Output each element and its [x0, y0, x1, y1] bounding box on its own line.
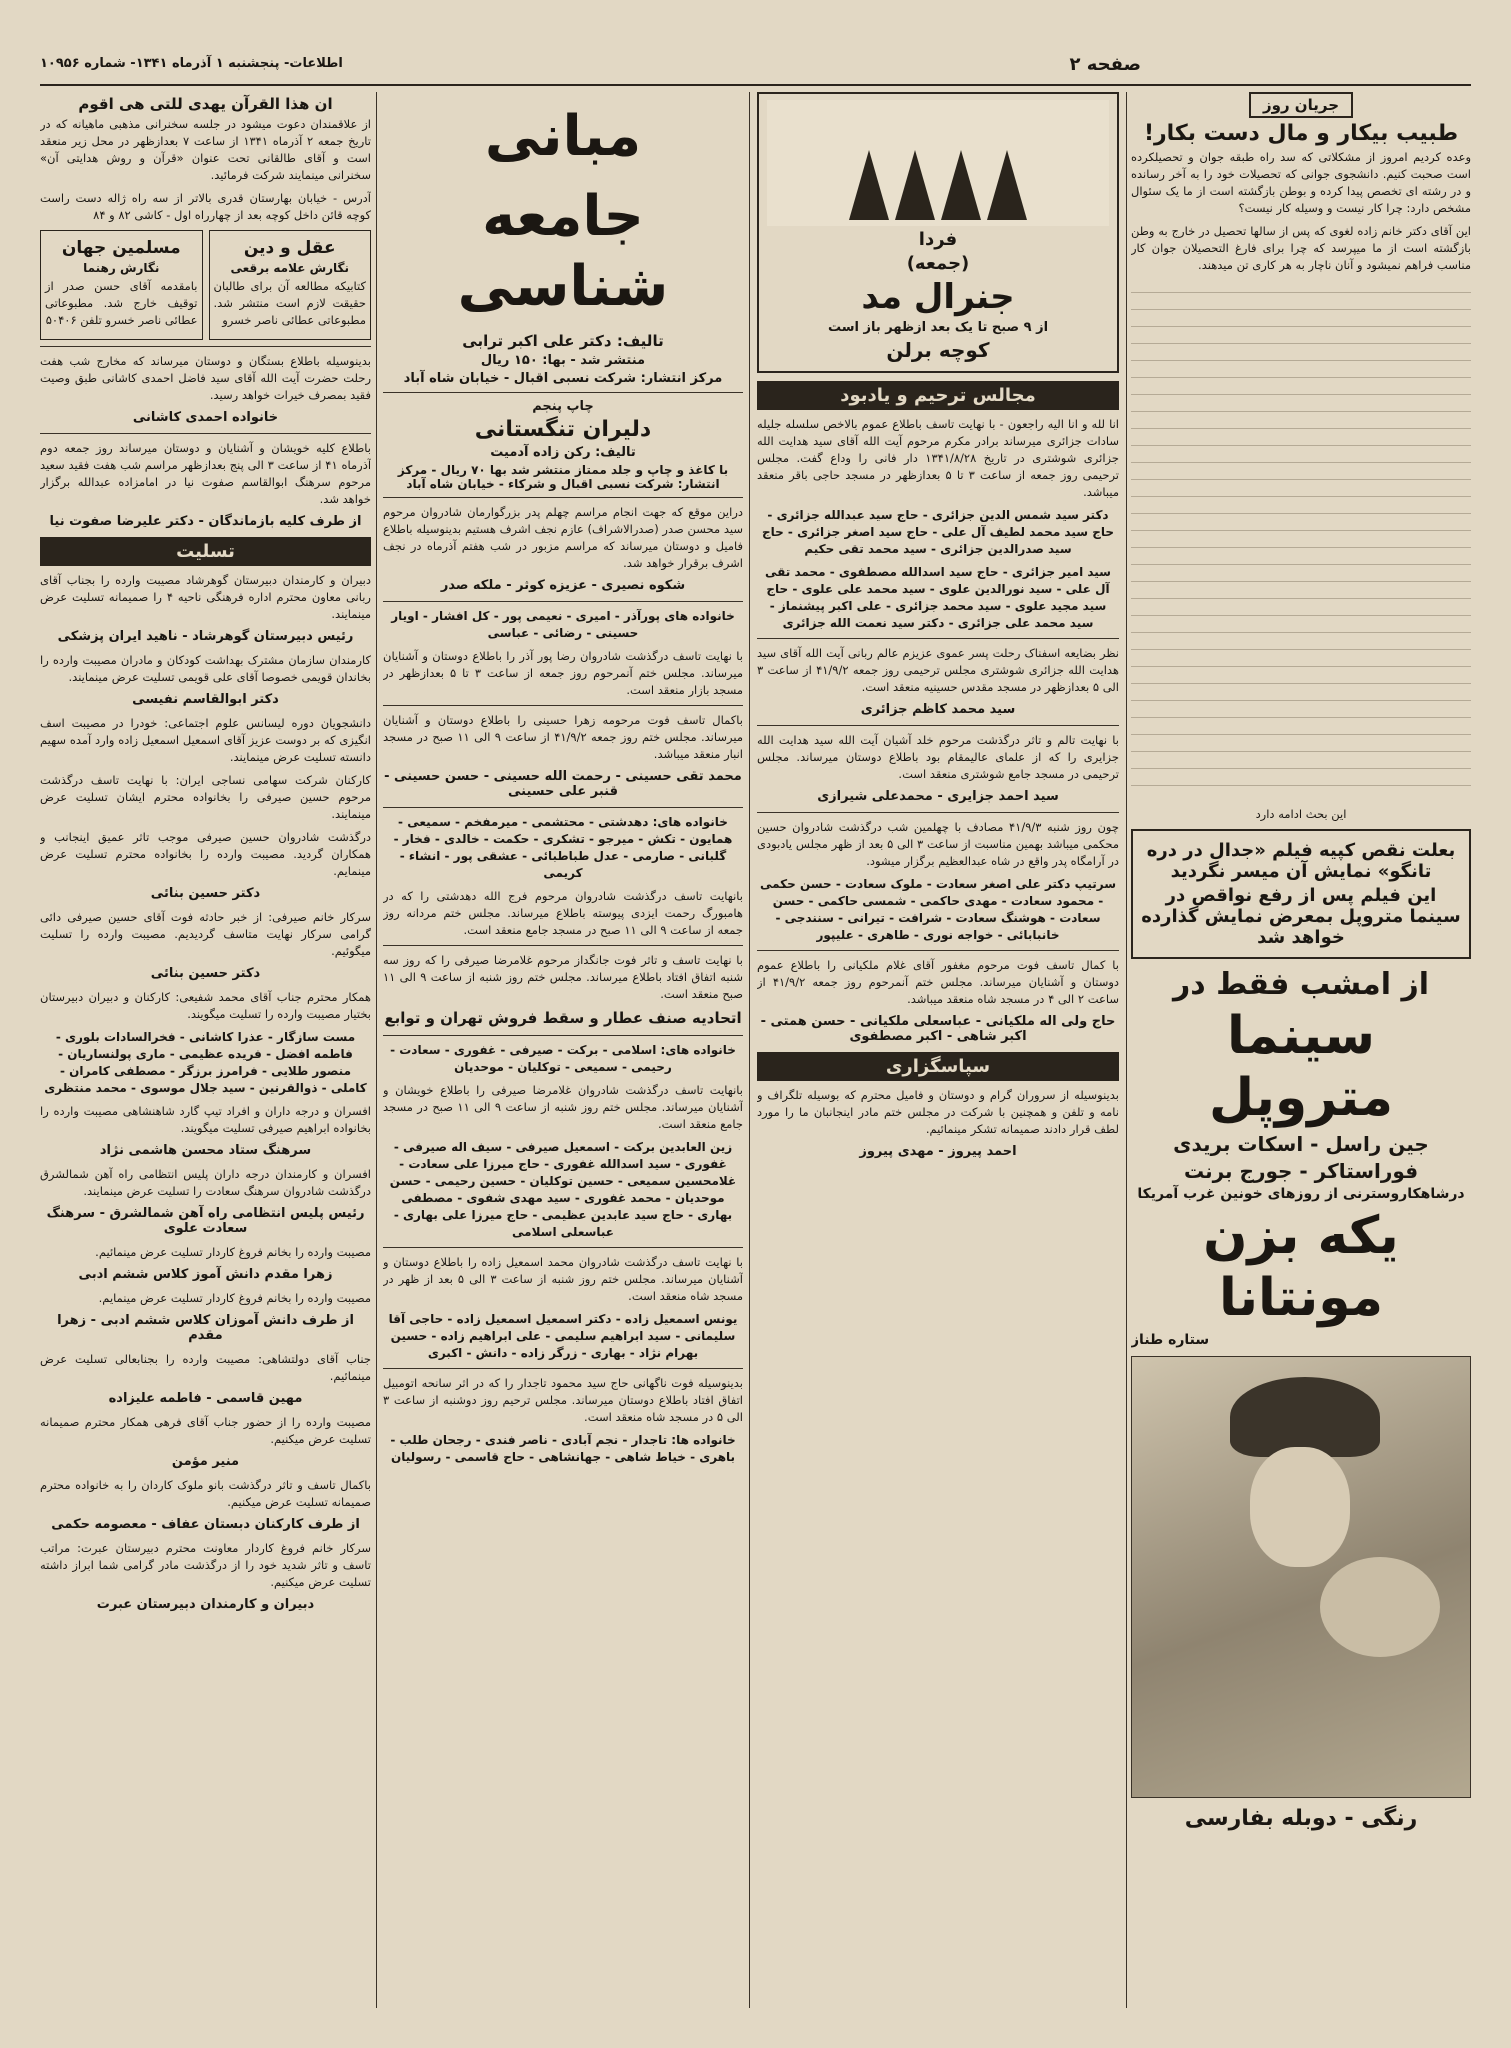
notice-families: خانواده های: دهدشتی - محتشمی - میرمفخم - سمیعی - همایون - تکش - میرجو - تشکری - حکمت - خالدی - فخار - گلبانی - صارمی - عدل طباطبائی - عشقی پور - انشاء - کریمی: [393, 815, 733, 880]
notice-text: سرکار خانم صیرفی: از خبر حادثه فوت آقای حسین صیرفی دائی گرامی سرکار نهایت متاسف گردیدیم. مصیبت وارده را تسلیت میگوئیم.: [40, 910, 371, 958]
thanks-title-bar: سپاسگزاری: [757, 1052, 1119, 1081]
notice-signature: شکوه نصیری - عزیزه کوثر - ملکه صدر: [440, 578, 686, 593]
book-info: با کاغذ و چاپ و جلد ممتاز منتشر شد بها ۷۰ ریال - مرکز انتشار: شرکت نسبی اقبال و شرکاء - خیابان شاه آباد: [397, 463, 729, 491]
book-author: نگارش علامه برقعی: [230, 261, 350, 275]
notice-names: دکتر سید شمس الدین جزائری - حاج سید عبدالله جزائری - حاج سید محمد لطیف آل علی - حاج سید اصغر جزائری - حاج سید صدرالدین جزائری - سید محمد تقی حکیم: [761, 508, 1115, 556]
lecture-address: آدرس - خیابان بهارستان قدری بالاتر از سه راه ژاله دست راست کوچه قائن داخل کوچه بعد از چهارراه اول - کاشی ۸۲ و ۸۴: [40, 191, 371, 222]
notice-families: خانواده های پورآذر - امیری - نعیمی پور - کل افشار - اویار حسینی - رضائی - عباسی: [391, 609, 735, 640]
notice-text: با نهایت تاسف و تاثر فوت جانگداز مرحوم غلامرضا صیرفی را که روز سه شنبه اتفاق افتاد باطلاع میرساند. مجلس ختم روز شنبه از ساعت ۹ الی ۱۱ صبح منعقد است.: [383, 953, 743, 1001]
notice-names: سید امیر جزائری - حاج سید اسدالله مصطفوی - محمد تقی آل علی - سید نورالدین علوی - سید محمد علی علوی - حاج سید مجید علوی - سید محمد جزائری - علی اکبر پیشنماز - سید محمد علی جزائری - دکتر سید نعمت الله جزائری: [765, 565, 1111, 630]
hat-shape: [1230, 1377, 1380, 1457]
notice-signature: محمد تقی حسینی - رحمت الله حسینی - حسن حسینی - قنبر علی حسینی: [384, 769, 742, 799]
notice-text: کارمندان سازمان مشترک بهداشت کودکان و مادران مصیبت وارده را بخاندان قویمی خصوصا آقای علی قویمی تسلیت عرض مینمایند.: [40, 653, 371, 684]
divider: [383, 392, 743, 393]
divider: [383, 601, 743, 602]
divider: [757, 812, 1119, 813]
notice-text: با نهایت تالم و تاثر درگذشت مرحوم خلد آشیان آیت الله سید هدایت الله جزایری را که از علمای عالیمقام بود باطلاع دوستان میرساند. مجلس ترحیمی در مسجد جامع شوشتری منعقد است.: [757, 733, 1119, 781]
notice-signature: دبیران و کارمندان دبیرستان عبرت: [96, 1597, 315, 1612]
store-street: کوچه برلن: [886, 338, 990, 362]
divider: [40, 346, 371, 347]
cowboy-photo: [1131, 1356, 1471, 1798]
store-logo-icon: [767, 100, 1109, 226]
book-author: نگارش رهنما: [83, 261, 160, 275]
column-divider: [1126, 92, 1127, 2008]
notice-text: کارکنان شرکت سهامی نساجی ایران: با نهایت تاسف درگذشت مرحوم حسین صیرفی را بخانواده محترم ایشان تسلیت عرض مینمایند.: [40, 773, 371, 821]
ad-day: فردا: [918, 229, 958, 250]
edition-line: اطلاعات- پنجشنبه ۱ آذرماه ۱۳۴۱- شماره ۱۰۹۵۶: [40, 56, 343, 71]
column-divider: [749, 92, 750, 2008]
divider: [383, 1035, 743, 1036]
notice-text: دبیران و کارمندان دبیرستان گوهرشاد مصیبت وارده را بجناب آقای ربانی معاون محترم اداره فرهنگی ناحیه ۴ را صمیمانه تسلیت عرض مینمایند.: [40, 573, 371, 621]
book-title: مسلمین جهان: [61, 238, 181, 258]
notice-text: باطلاع کلیه خویشان و آشنایان و دوستان میرساند روز جمعه دوم آذرماه ۴۱ از ساعت ۳ الی پنج بعدازظهر مراسم شب هفت فقید سعید مرحوم سرهنگ ابوالقاسم صفوت نیا در امامزاده عبدالله برگزار خواهد شد.: [40, 441, 371, 506]
notice-signature: از طرف کلیه بازماندگان - دکتر علیرضا صفوت نیا: [49, 514, 362, 529]
column-label: جریان روز: [1249, 92, 1353, 118]
divider: [383, 705, 743, 706]
column-2: [757, 92, 1119, 2008]
book-publisher: مرکز انتشار: شرکت نسبی اقبال - خیابان شاه آباد: [403, 371, 723, 386]
notice-text: افسران و درجه داران و افراد تیپ گارد شاهنشاهی مصیبت وارده را بخانواده ابراهیم صیرفی تسلیت میگویند.: [40, 1104, 371, 1135]
notice-signature: سرهنگ ستاد محسن هاشمی نژاد: [99, 1143, 312, 1158]
notice-text: جناب آقای دولتشاهی: مصیبت وارده را بجنابعالی تسلیت عرض مینمائیم.: [40, 1352, 371, 1383]
notice-families: خانواده های: اسلامی - برکت - صیرفی - غفوری - سعادت - رحیمی - سمیعی - توکلیان - موحدیان: [390, 1043, 736, 1074]
notice-signature: خانواده احمدی کاشانی: [132, 410, 279, 425]
divider: [757, 725, 1119, 726]
notice-names: خانواده ها: تاجدار - نجم آبادی - ناصر فندی - رجحان طلب - باهری - خیاط شاهی - جهانشاهی - حاج قاسمی - رسولیان: [390, 1433, 736, 1464]
ad-title: بعلت نقص کپیه فیلم «جدال در دره تانگو» نمایش آن میسر نگردید: [1146, 840, 1456, 882]
lecture-title: ان هذا القرآن یهدی للتی هی اقوم: [78, 95, 333, 113]
book-ad: [40, 230, 203, 340]
notice-names: یونس اسمعیل زاده - دکتر اسمعیل اسمعیل زاده - حاجی آقا سلیمانی - سید ابراهیم سلیمی - علی ابراهیم زاده - حسین بهرام نژاد - بهاری - زرگر زاده - دانش - اکبری: [388, 1312, 738, 1360]
notice-text: بدینوسیله باطلاع بستگان و دوستان میرساند که مخارج شب هفت رحلت حضرت آیت الله آقای سید فاضل احمدی کاشانی طبق وصیت فقید بمصرف خیرات خواهد رسید.: [40, 354, 371, 402]
notice-text: با کمال تاسف فوت مرحوم مغفور آقای غلام ملکیانی را باطلاع عموم دوستان و آشنایان میرساند. مجلس ختم آنمرحوم روز جمعه ۴۱/۹/۲ از ساعت ۲ الی ۴ در مسجد شاه منعقد میباشد.: [757, 958, 1119, 1006]
ad-text: این فیلم پس از رفع نواقص در سینما متروپل بمعرض نمایش گذارده خواهد شد: [1141, 885, 1461, 948]
ad-tagline: درشاهکاروسترنی از روزهای خونین غرب آمریکا: [1137, 1186, 1465, 1202]
notice-signature: مهین قاسمی - فاطمه علیزاده: [108, 1391, 303, 1406]
guild-name: اتحادیه صنف عطار و سقط فروش تهران و توابع: [384, 1009, 742, 1027]
notice-text: چون روز شنبه ۴۱/۹/۳ مصادف با چهلمین شب درگذشت شادروان حسین محکمی میباشد بهمین مناسبت از ساعت ۳ الی ۵ بعد از ظهر مجلس یادبودی در آرامگاه پدر واقع در شاه عبدالعظیم برگزار میشود.: [757, 820, 1119, 868]
notice-signature: از طرف دانش آموزان کلاس ششم ادبی - زهرا مقدم: [57, 1313, 354, 1343]
notice-signature: دکتر حسین بنائی: [150, 966, 261, 981]
section-title-bar: مجالس ترحیم و یادبود: [757, 381, 1119, 410]
film-star: ستاره طناز: [1131, 1332, 1210, 1348]
column-divider: [376, 92, 377, 2008]
notice-names: زین العابدین برکت - اسمعیل صیرفی - سیف اله صیرفی - غفوری - سید اسدالله غفوری - حاج میرزا علی سعادت - غلامحسین سمیعی - حسین توکلیان - حسین رحیمی - حسن موحدیان - محمد غفوری - سید مهدی شفوی - مصطفی بهاری - حاج سید عابدین عظیمی - حاج میرزا علی بهاری - عباسعلی اسلامی: [389, 1140, 737, 1239]
notice-signature: دکتر ابوالقاسم نفیسی: [132, 692, 279, 707]
notice-text: بدینوسیله فوت ناگهانی حاج سید محمود تاجدار را که در اثر سانحه اتومبیل اتفاق افتاد باطلاع دوستان میرساند. مجلس ترحیم روز دوشنبه از ساعت ۳ الی ۵ در مسجد شاه منعقد است.: [383, 1376, 743, 1424]
book-author: تالیف: دکتر علی اکبر ترابی: [462, 332, 664, 350]
notice-signature: از طرف کارکنان دبستان عفاف - معصومه حکمی: [51, 1517, 360, 1532]
store-ad: [757, 92, 1119, 373]
book-price: منتشر شد - بها: ۱۵۰ ریال: [480, 353, 646, 368]
divider: [757, 638, 1119, 639]
cinema-name: سینما متروپل: [1208, 1006, 1394, 1128]
column-3: [383, 92, 743, 2008]
notice-text: همکار محترم جناب آقای محمد شفیعی: کارکنان و دبیران دبیرستان بختیار مصیبت وارده را تسلیت میگویند.: [40, 990, 371, 1021]
notice-text: بانهایت تاسف درگذشت شادروان مرحوم فرج الله دهدشتی را که در هامبورگ رحمت ایزدی پیوسته باطلاع میرساند. مجلس ختم مردانه روز جمعه از ساعت ۹ الی ۱۱ صبح در مسجد جامع منعقد است.: [383, 889, 743, 937]
ad-intro: از امشب فقط در: [1172, 967, 1430, 1002]
page-header: [40, 48, 1471, 86]
notice-text: مصیبت وارده را بخانم فروغ کاردار تسلیت عرض مینمایم.: [98, 1291, 371, 1305]
article-paragraph: این آقای دکتر خانم زاده لغوی که پس از سالها تحصیل در خارج به وطن بازگشته است از ما میپرسد که چرا برای فارغ التحصیلان جوان کار مناسب فراهم نمیشود و آنان ناچار به هر کاری تن میدهند.: [1131, 224, 1471, 272]
condolence-title-bar: تسلیت: [40, 537, 371, 566]
notice-text: باکمال تاسف و تاثر درگذشت بانو ملوک کاردان را به خانواده محترم صمیمانه تسلیت عرض میکنیم.: [40, 1478, 371, 1509]
notice-names: مست سازگار - عذرا کاشانی - فخرالسادات بلوری - فاطمه افضل - فریده عظیمی - ماری پولنساریان - منصور طلایی - فرامرز برزگر - مصطفی کامران - کاملی - ذوالقرنین - سید جلال موسوی - محمد منتظری: [44, 1030, 367, 1095]
book-ad: [209, 230, 372, 340]
book-title: عقل و دین: [243, 238, 336, 258]
notice-text: افسران و کارمندان درجه داران پلیس انتظامی راه آهن شمالشرق درگذشت شادروان سرهنگ سعادت را تسلیت عرض مینمایند.: [40, 1167, 371, 1198]
notice-text: با نهایت تاسف درگذشت شادروان محمد اسمعیل زاده را باطلاع دوستان و آشنایان میرساند. مجلس ختم روز شنبه از ساعت ۳ الی ۵ بعد از ظهر در مسجد شاه منعقد است.: [383, 1255, 743, 1303]
cast-line: فوراستاکر - جورج برنت: [1183, 1159, 1419, 1183]
article-headline: طبیب بیکار و مال دست بکار!: [1143, 121, 1459, 146]
divider: [383, 1368, 743, 1369]
film-notice-ad: [1131, 829, 1471, 959]
face-shape: [1250, 1447, 1350, 1567]
notice-text: نظر بضایعه اسفناک رحلت پسر عموی عزیزم عالم ربانی آیت الله آقای سید هدایت الله جزائری شوشتری مجلس ترحیمی روز جمعه ۴۱/۹/۲ از ساعت ۳ الی ۵ بعدازظهر در مسجد مقدس حسینیه منعقد است.: [757, 646, 1119, 694]
article-body-texture: [1131, 280, 1471, 800]
notice-signature: حاج ولی اله ملکیانی - عباسعلی ملکیانی - حسن همتی - اکبر شاهی - اکبر مصطفوی: [760, 1014, 1116, 1044]
store-hours: از ۹ صبح تا یک بعد ازظهر باز است: [827, 320, 1049, 335]
article-paragraph: وعده کردیم امروز از مشکلاتی که سد راه طبقه جوان و تحصیلکرده است صحبت کنیم. دانشجوی جوانی که تحصیلات خود را به آخر رسانده و در رشته ای تخصص پیدا کرده و بوطن بازگشته است از ما یک سئوال مشخص دارد: چرا کار نیست و وسیله کار نیست؟: [1131, 150, 1471, 215]
notice-text: مصیبت وارده را از حضور جناب آقای فرهی همکار محترم صمیمانه تسلیت عرض میکنیم.: [40, 1415, 371, 1446]
book-text: کتابیکه مطالعه آن برای طالبان حقیقت لازم است منتشر شد. مطبوعاتی عطائی ناصر خسرو: [213, 279, 366, 327]
column-4: [40, 92, 371, 2008]
divider: [40, 433, 371, 434]
notice-text: دانشجویان دوره لیسانس علوم اجتماعی: خودرا در مصیبت اسف انگیزی که بر دوست عزیز آقای اسمعیل اسمعیل زاده وارد آمده سهیم دانسته تسلیت عرض مینمایند.: [40, 716, 371, 764]
book-edition: چاپ پنجم: [532, 399, 594, 414]
book-title: جامعه شناسی: [457, 184, 669, 319]
notice-signature: سید محمد کاظم جزائری: [860, 702, 1016, 717]
divider: [383, 1247, 743, 1248]
notice-text: بانهایت تاسف درگذشت شادروان غلامرضا صیرفی را باطلاع خویشان و آشنایان میرساند. مجلس ختم روز شنبه از ساعت ۹ الی ۱۱ صبح در مسجد جامع منعقد است.: [383, 1083, 743, 1131]
notice-text: مصیبت وارده را بخانم فروغ کاردار تسلیت عرض مینمائیم.: [95, 1245, 371, 1259]
notice-signature: سید احمد جزایری - محمدعلی شیرازی: [817, 789, 1059, 804]
notice-signature: دکتر حسین بنائی: [150, 886, 261, 901]
book-title: مبانی: [484, 104, 642, 169]
book-title: دلیران تنگستانی: [474, 417, 652, 442]
divider: [757, 950, 1119, 951]
divider: [383, 497, 743, 498]
notice-text: با نهایت تاسف درگذشت شادروان رضا پور آذر را باطلاع دوستان و آشنایان میرساند. مجلس ختم آنمرحوم روز جمعه از ساعت ۳ تا ۵ بعدازظهر در مسجد بازار منعقد است.: [383, 649, 743, 697]
notice-signature: منیر مؤمن: [171, 1454, 240, 1469]
book-text: بامقدمه آقای حسن صدر از توقیف خارج شد. مطبوعاتی عطائی ناصر خسرو تلفن ۵۰۴۰۶: [45, 279, 198, 327]
notice-text: سرکار خانم فروغ کاردار معاونت محترم دبیرستان عبرت: مراتب تاسف و تاثر شدید خود را از درگذشت مادر گرامی شما ابراز داشته تسلیت عرض میکنیم.: [40, 1541, 371, 1589]
notice-text: بدینوسیله از سروران گرام و دوستان و فامیل محترم که بوسیله تلگراف و نامه و تلفن و همچنین با شرکت در مجلس ختم مادر اینجانبان ما را مورد لطف قرار دادند صمیمانه تشکر مینمائیم.: [757, 1088, 1119, 1136]
cinema-ad: [1131, 967, 1471, 1831]
ad-day: (جمعه): [906, 253, 970, 274]
face-shape: [1320, 1557, 1440, 1657]
lecture-text: از علاقمندان دعوت میشود در جلسه سخنرانی مذهبی ماهیانه که در تاریخ جمعه ۲ آذرماه ۱۳۴۱ از ساعت ۷ بعدازظهر در محل زیر منعقد است و آقای طالقانی تحت عنوان «قرآن و روش هدایتی آن» سخنرانی مینمایند شرکت فرمائید.: [40, 117, 371, 182]
notice-signature: رئیس پلیس انتظامی راه آهن شمالشرق - سرهنگ سعادت علوی: [46, 1206, 365, 1236]
notice-signature: زهرا مقدم دانش آموز کلاس ششم ادبی: [78, 1267, 333, 1282]
divider: [383, 807, 743, 808]
column-1: [1131, 92, 1471, 2008]
ad-footer: رنگی - دوبله بفارسی: [1184, 1806, 1418, 1831]
notice-text: انا لله و انا الیه راجعون - با نهایت تاسف باطلاع عموم بالاخص سلسله جلیله سادات جزائری میرساند برادر مکرم مرحوم آیت الله آقای سید هدایت الله جزائری شوشتری در تاریخ ۱۳۴۱/۸/۲۸ دار فانی را وداع گفت. مجلس ترحیمی روز جمعه از ساعت ۳ تا ۵ بعدازظهر در مسجد حاجی باقر منعقد میباشد.: [757, 417, 1119, 499]
article-continued: این بحث ادامه دارد: [1255, 807, 1347, 821]
divider: [383, 945, 743, 946]
cast-line: جین راسل - اسکات بریدی: [1173, 1132, 1429, 1156]
notice-text: درگذشت شادروان حسین صیرفی موجب تاثر عمیق اینجانب و همکاران گردید. مصیبت وارده را بخانواده محترم تسلیت عرض مینمایم.: [40, 830, 371, 878]
film-title: یکه بزن مونتانا: [1203, 1206, 1399, 1328]
notice-signature: احمد پیروز - مهدی پیروز: [859, 1144, 1017, 1159]
page-number: صفحه ۲: [1069, 54, 1141, 75]
notice-names: سرتیپ دکتر علی اصغر سعادت - ملوک سعادت - حسن حکمی - محمود سعادت - مهدی حاکمی - شمسی حاکمی - حسن سعادت - هوشنگ سعادت - شرافت - تیرانی - سنندجی - خانبابائی - خواجه نوری - طاهری - علیپور: [760, 877, 1116, 942]
book-ads: [40, 230, 371, 340]
notice-text: دراین موقع که جهت انجام مراسم چهلم پدر بزرگوارمان شادروان مرحوم سید محسن صدر (صدرالاشراف) عازم نجف اشرف هستیم بدینوسیله باطلاع فامیل و دوستان میرساند که مراسم مزبور در شب هفتم آذرماه در نجف اشرف برقرار خواهد شد.: [383, 505, 743, 570]
book-author: تالیف: رکن زاده آدمیت: [490, 445, 636, 460]
notice-text: باکمال تاسف فوت مرحومه زهرا حسینی را باطلاع دوستان و آشنایان میرساند. مجلس ختم روز جمعه ۴۱/۹/۲ از ساعت ۹ الی ۱۱ صبح در مسجد انبار منعقد میباشد.: [383, 713, 743, 761]
store-name: جنرال مد: [861, 277, 1015, 317]
notice-signature: رئیس دبیرستان گوهرشاد - ناهید ایران پزشکی: [57, 629, 354, 644]
